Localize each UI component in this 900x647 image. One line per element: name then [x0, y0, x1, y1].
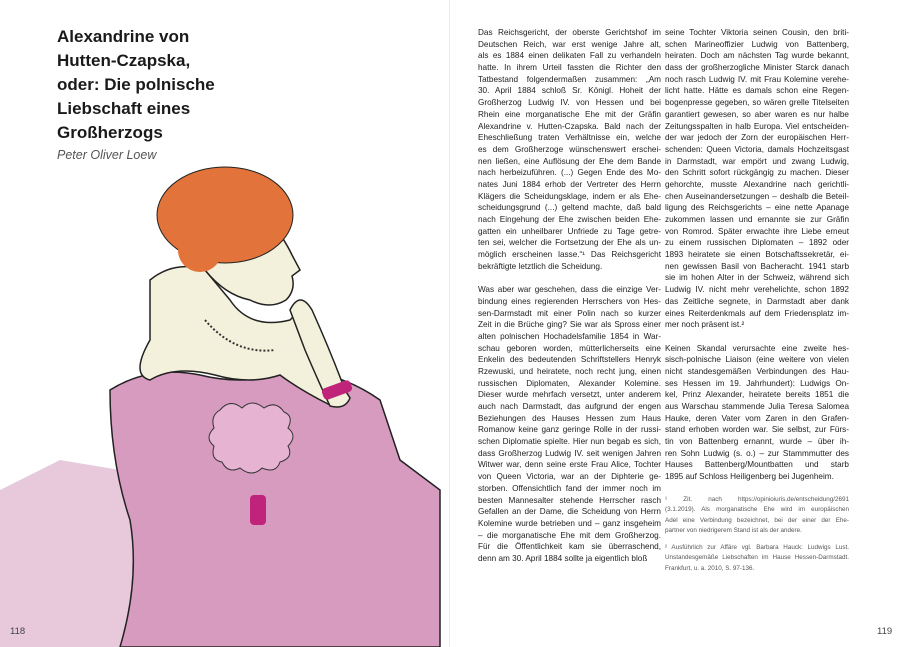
text-line: Rhein eine morganatische Ehe mit der Gräfin: [478, 109, 661, 119]
text-line: Alexandrine v. Hutten-Czapska. Bald nach der: [478, 121, 661, 131]
text-line: Hauses Battenberg/Mountbatten und starb: [665, 460, 849, 470]
footnote: [665, 495, 849, 537]
text-line: Zeit in die Brüche ging? Sie war als Spross einer: [478, 320, 661, 330]
text-line: Adel eine Verbindung bezeichnet, bei der einer der Ehe-: [665, 516, 849, 524]
text-line: Zeitungsspalten in halb Europa. Viel entscheiden-: [665, 121, 849, 131]
title-line: Alexandrine von: [57, 27, 190, 46]
right-page: [450, 0, 900, 647]
footnote: [665, 543, 849, 575]
text-line: nen ließen, eine Auflösung der Ehe dem Bande: [478, 156, 661, 166]
text-line: in Darmstadt, war empört und zwang Ludwig,: [665, 156, 849, 166]
text-line: denn am 30. April 1884 sollte ja eigentlich bloß: [478, 553, 648, 563]
text-line: besten Mannesalter stehende Herrscher rasch: [478, 495, 661, 505]
text-line: ligung des Reichsgerichts – eine nette Apanage: [665, 203, 849, 213]
text-line: Rzewuski, und heiratete, noch recht jung, einen: [478, 366, 661, 376]
text-line: dass Großherzog Ludwig IV. seit wenigen Jahren: [478, 448, 661, 458]
text-line: Deutschen Reich, war erst wenige Jahre alt,: [478, 39, 661, 49]
text-line: gatten ein unheilbarer Unfriede zu Tage getre-: [478, 226, 661, 236]
text-line: Beziehungen des Hauses Hessen zum Haus: [478, 413, 661, 423]
text-line: 1895 auf Schloss Heiligenberg bei Jugenheim.: [665, 472, 834, 482]
text-line: (3.1.2019). Als morganatische Ehe wird im europäischen: [665, 506, 849, 514]
text-line: Witwer war, denn seine erste Frau Alice, Tochter: [478, 460, 661, 470]
text-line: scheidungsgrund (...) geltend machte, daß bald: [478, 203, 661, 213]
text-line: der war jedoch der Zorn der europäischen Herr-: [665, 133, 849, 143]
text-line: Klägers die Scheidungsklage, indem er als Ehe-: [478, 191, 661, 201]
text-line: auch nach Darmstadt, das aufgrund der engen: [478, 402, 661, 411]
text-column-1: [478, 27, 661, 576]
text-line: schau geboren worden, mütterlicherseits eine: [478, 343, 661, 353]
text-line: gehorchte, musste Alexandrine nach gerichtli-: [665, 179, 849, 189]
text-line: – die morganatische Ehe mit dem Großherzog.: [478, 530, 661, 540]
text-line: nach Eingehung der Ehe zwischen beiden Ehe-: [478, 215, 661, 224]
text-line: Hauke, deren Vater vom Zaren in den Grafen-: [665, 413, 849, 423]
text-line: schen Marineoffizier Ludwig von Battenberg,: [665, 39, 849, 49]
text-line: sen-Darmstadt mit einer Polin nach so kurzer: [478, 308, 661, 318]
paragraph: [478, 27, 661, 272]
text-line: 1893 heiratete sie einen Botschaftssekretär, ei-: [665, 250, 849, 260]
text-line: ten sei, welcher die Fortsetzung der Ehe als un-: [478, 238, 661, 248]
text-line: dass der großherzogliche Minister Starck danach: [665, 63, 849, 73]
text-line: Dieser wurde mehrfach versetzt, unter anderem: [478, 390, 661, 400]
text-line: garantiert gewesen, so aber waren es nur halbe: [665, 109, 849, 119]
text-line: storben. Offensichtlich fand der immer noch im: [478, 483, 661, 493]
text-line: schen Diplomatie spielte. Hier nun begab es sich,: [478, 437, 661, 447]
text-line: den Schritt sofort rückgängig zu machen. Dieser: [665, 168, 849, 178]
title-line: oder: Die polnische: [57, 75, 215, 94]
text-line: ² Ausführlich zur Affäre vgl. Barbara Hauck: Ludwigs Lust.: [665, 543, 849, 551]
text-line: Gefallen an der Dame, die Scheidung von Herrn: [478, 507, 661, 517]
text-line: heiraten. Doch am nächsten Tag wurde bekannt,: [665, 51, 849, 61]
text-line: nach herbeizuführen. (...) Gegen Ende des Mo-: [478, 168, 661, 178]
text-line: nicht standesgemäßen Verbindungen des Hau-: [665, 366, 849, 376]
text-line: mer noch präsent ist.²: [665, 320, 745, 330]
text-line: kel, Prinz Alexander, heiratete bereits 1851 die: [665, 390, 849, 400]
text-line: bogenpresse gegeben, so wären grelle Titelseiten: [665, 98, 849, 108]
text-line: Was aber war geschehen, dass die einzige Ver-: [478, 285, 661, 295]
text-line: zu einem russischen Diplomaten – 1892 oder: [665, 238, 849, 248]
text-line: ¹ Zit. nach https://opinioiuris.de/entscheidung/2691: [665, 495, 849, 503]
text-line: tin von Battenberg ernannt, wurde – über ih-: [665, 437, 849, 447]
text-line: als es 1884 einen delikaten Fall zu verhandeln: [478, 51, 661, 61]
article-title: [57, 25, 215, 145]
text-line: ren Sohn Ludwig (s. o.) – zur Stammmutter des: [665, 448, 849, 458]
text-line: Unstandesgemäße Liebschaften im Hause Hessen-Darmstadt.: [665, 554, 849, 562]
text-line: Eheschließung traten Verhältnisse ein, welche: [478, 133, 661, 143]
text-line: Tatbestand folgendermaßen zusammen: „Am: [478, 74, 661, 84]
text-line: Das Reichsgericht, der oberste Gerichtshof im: [478, 28, 661, 37]
text-line: Ludwig IV. nicht mehr verehelichte, schon 1892: [665, 285, 849, 295]
text-line: russischen Diplomaten, Alexander Kolemine.: [478, 378, 661, 388]
text-line: von Romrod. Später erwachte ihre Liebe erneut: [665, 226, 849, 236]
text-line: es dem Großherzoge wünschenswert erschei-: [478, 144, 661, 154]
text-line: möglich erscheinen lasse.“¹ Das Reichsgericht: [478, 250, 661, 260]
title-line: Liebschaft eines: [57, 99, 191, 118]
page-number-left: 118: [10, 626, 26, 637]
paragraph: [478, 284, 661, 565]
paragraph: [665, 343, 849, 483]
text-line: sisch-polnische Liaison (eine weitere von vielen: [665, 355, 849, 365]
text-line: Für die Öffentlichkeit kam sie überraschend,: [478, 542, 661, 552]
text-line: Frankfurt, u. a. 2010, S. 97-136.: [665, 565, 755, 573]
text-line: alten polnischen Hochadelsfamilie 1854 in War-: [478, 331, 661, 341]
title-line: Hutten-Czapska,: [57, 51, 191, 70]
text-column-2: [665, 27, 849, 575]
text-line: das Zeitliche segnete, in Darmstadt aber dank: [665, 296, 849, 306]
text-line: Keinen Skandal verursachte eine zweite hes-: [665, 343, 849, 353]
text-line: von Queen Victoria, war an der Diphterie ge-: [478, 472, 661, 482]
text-line: bindung eines regierenden Herrschers von Hes-: [478, 296, 661, 306]
hair: [157, 167, 293, 263]
text-line: licht hatte. Hätte es damals schon eine Regen-: [665, 86, 849, 96]
text-line: nen gewissen Basil von Bacheracht. 1941 starb: [665, 261, 849, 271]
text-line: aus Warschau stammende Julia Teresa Salomea: [665, 402, 849, 411]
text-line: zukommen lassen und ernannte sie zur Gräfin: [665, 215, 849, 224]
text-line: Romanow keine ganz geringe Rolle in der russi-: [478, 425, 661, 435]
paragraph: [665, 27, 849, 331]
text-line: partner von niedrigerem Stand ist als der andere.: [665, 527, 802, 535]
text-line: nates Juni 1884 erhob der Vertreter des Herrn: [478, 179, 661, 189]
bracelet-left: [250, 495, 266, 525]
text-line: noch rasch Ludwig IV. mit Frau Kolemine verehe-: [665, 74, 849, 84]
text-line: Großherzog Ludwig IV. von Hessen und bei: [478, 98, 661, 108]
text-line: 30. April 1884 schloß Sr. Königl. Hoheit der: [478, 86, 661, 96]
text-line: ses Hessen im 19. Jahrhundert): Ludwigs On-: [665, 378, 849, 388]
text-line: eines Reiterdenkmals auf dem Friedensplatz im-: [665, 308, 849, 318]
text-line: stand erhoben worden war. Sie selbst, zur Fürs-: [665, 425, 849, 435]
text-line: hatte. In ihrem Urteil fassten die Richter den: [478, 63, 661, 73]
page-number-right: 119: [877, 626, 893, 637]
text-line: bekräftigte letztlich die Scheidung.: [478, 261, 603, 271]
text-line: sie im hohen Alter in der Schweiz, während sich: [665, 273, 849, 283]
text-line: Kolemine wurde betrieben und – ganz insgeheim: [478, 518, 661, 528]
text-line: Enkelin des bedeutenden Schriftstellers Henryk: [478, 355, 661, 365]
author-name: Peter Oliver Loew: [57, 148, 157, 162]
text-line: chen Auseinandersetzungen – deshalb die Beteil-: [665, 191, 849, 201]
text-line: seine Tochter Viktoria seinen Cousin, den briti-: [665, 28, 849, 37]
title-line: Großherzogs: [57, 123, 163, 142]
text-line: schenden: Queen Victoria, damals Hochzeitsgast: [665, 144, 849, 154]
portrait-illustration: [0, 160, 450, 647]
